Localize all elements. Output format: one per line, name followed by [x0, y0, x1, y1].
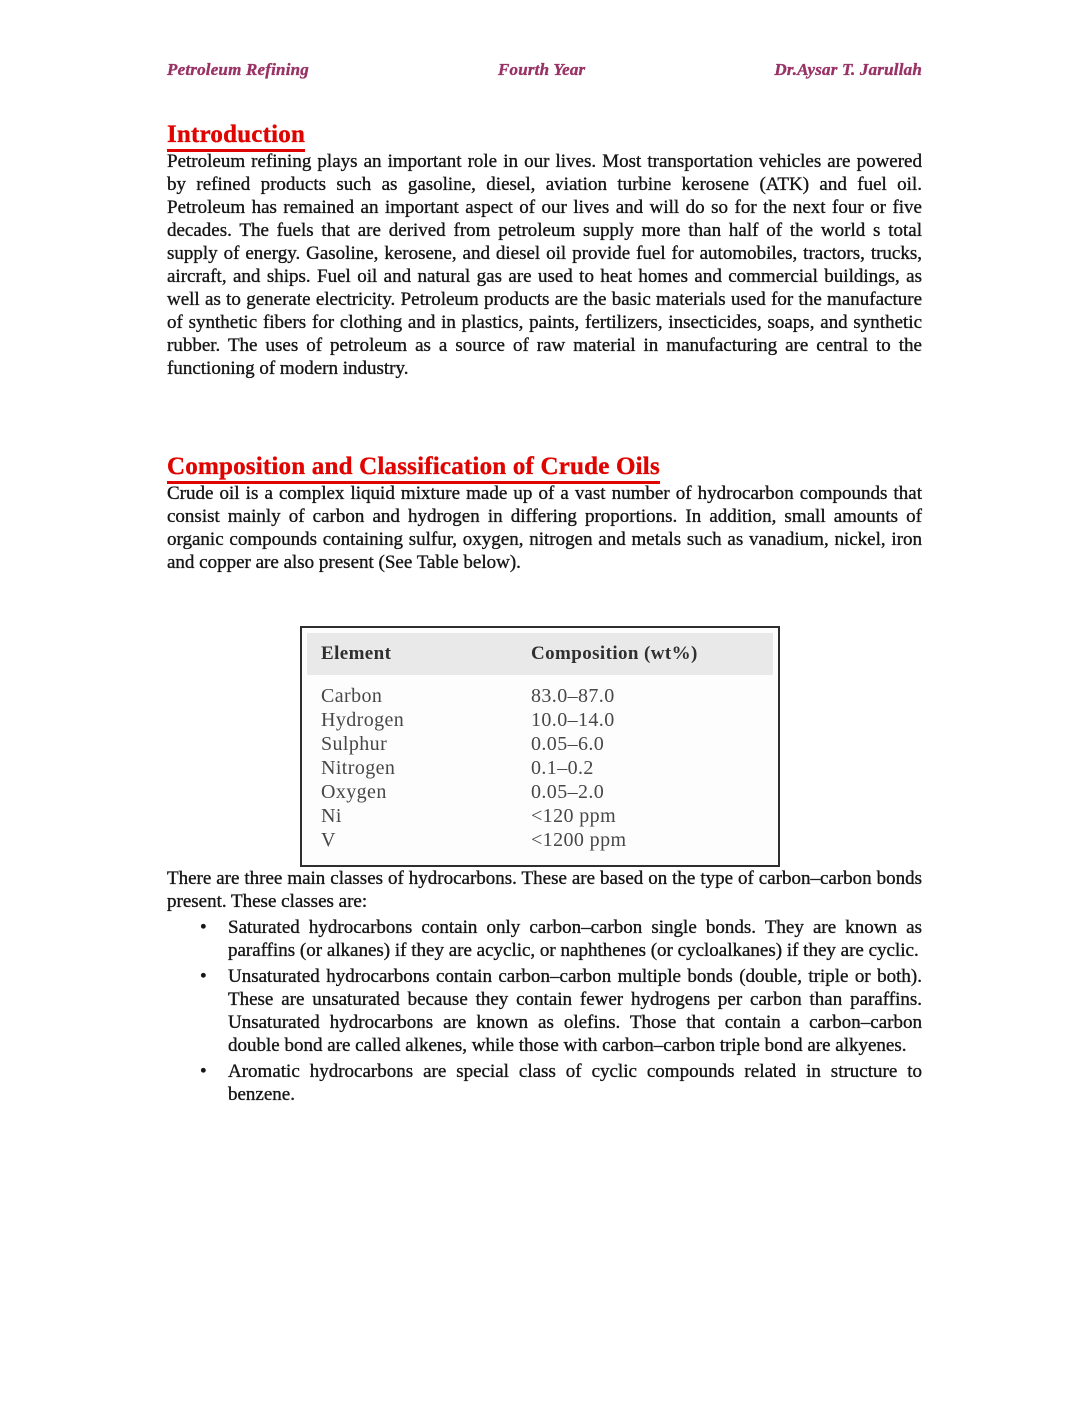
table-header-row — [307, 633, 773, 675]
heading-composition-text: Composition and Classification of Crude Oils — [167, 453, 660, 484]
paragraph-introduction: Petroleum refining plays an important role in our lives. Most transportation vehicles are powered by refined products such as gasoline, diesel, aviation turbine kerosene (ATK) and fuel oil. Petroleum has remained an important aspect of our lives and will do so for the next four or five decades. The fuels that are derived from petroleum supply more than half of the world s total supply of energy. Gasoline, kerosene, and diesel oil provide fuel for automobiles, tractors, trucks, aircraft, and ships. Fuel oil and natural gas are used to heat homes and commercial buildings, as well as to generate electricity. Petroleum products are the basic materials used for the manufacture of synthetic fibers for clothing and in plastics, paints, fertilizers, insecticides, soaps, and synthetic rubber. The uses of petroleum as a source of raw material in manufacturing are central to the functioning of modern industry. — [167, 151, 922, 379]
list-item-aromatic: • Aromatic hydrocarbons are special class of cyclic compounds related in structure to benzene. — [228, 1060, 922, 1106]
paragraph-hydrocarbon-classes: There are three main classes of hydrocarbons. These are based on the type of carbon–carbon bonds present. These classes are: — [167, 868, 922, 912]
table-row — [307, 804, 773, 828]
composition-cell: 0.1–0.2 — [531, 757, 594, 779]
list-item-unsaturated: • Unsaturated hydrocarbons contain carbon–carbon multiple bonds (double, triple or both). These are unsaturated because they contain fewer hydrogens per carbon than paraffins. Unsaturated hydrocarbons are known as olefins. Those that contain a carbon–carbon double bond are called alkenes, while those with carbon–carbon triple bond are alkyenes. — [228, 965, 922, 1057]
table-row — [307, 732, 773, 756]
element-cell: Carbon — [321, 685, 383, 707]
composition-cell: 83.0–87.0 — [531, 685, 615, 707]
page-header — [167, 60, 922, 80]
table-row — [307, 780, 773, 804]
element-cell: Hydrogen — [321, 709, 405, 731]
hydrocarbon-classes-list — [167, 916, 922, 1106]
paragraph-crude-oil: Crude oil is a complex liquid mixture made up of a vast number of hydrocarbon compounds that consist mainly of carbon and hydrogen in differing proportions. In addition, small amounts of organic compounds containing sulfur, oxygen, nitrogen and metals such as vanadium, nickel, iron and copper are also present (See Table below). — [167, 483, 922, 573]
table-header-composition: Composition (wt%) — [517, 633, 773, 675]
table-row — [307, 756, 773, 780]
element-cell: Sulphur — [321, 733, 388, 755]
element-cell: Nitrogen — [321, 757, 396, 779]
table-header-element: Element — [307, 633, 517, 675]
element-cell: Oxygen — [321, 781, 387, 803]
element-composition-table — [307, 633, 773, 860]
heading-introduction — [167, 120, 922, 150]
composition-cell: 0.05–2.0 — [531, 781, 605, 803]
header-year: Fourth Year — [497, 60, 586, 79]
composition-cell: 10.0–14.0 — [531, 709, 615, 731]
table-row — [307, 675, 773, 708]
heading-composition — [167, 452, 922, 482]
composition-cell: <120 ppm — [531, 805, 617, 827]
composition-cell: 0.05–6.0 — [531, 733, 605, 755]
composition-table — [300, 626, 780, 867]
element-cell: V — [321, 829, 336, 851]
heading-introduction-text: Introduction — [167, 121, 305, 152]
header-course-title: Petroleum Refining — [167, 60, 309, 79]
list-item-saturated: • Saturated hydrocarbons contain only carbon–carbon single bonds. They are known as paraffins (or alkanes) if they are acyclic, or naphthenes (or cycloalkanes) if they are cyclic. — [228, 916, 922, 962]
table-row — [307, 828, 773, 860]
table-row — [307, 708, 773, 732]
header-author: Dr.Aysar T. Jarullah — [774, 60, 922, 79]
element-cell: Ni — [321, 805, 342, 827]
composition-cell: <1200 ppm — [531, 829, 627, 851]
